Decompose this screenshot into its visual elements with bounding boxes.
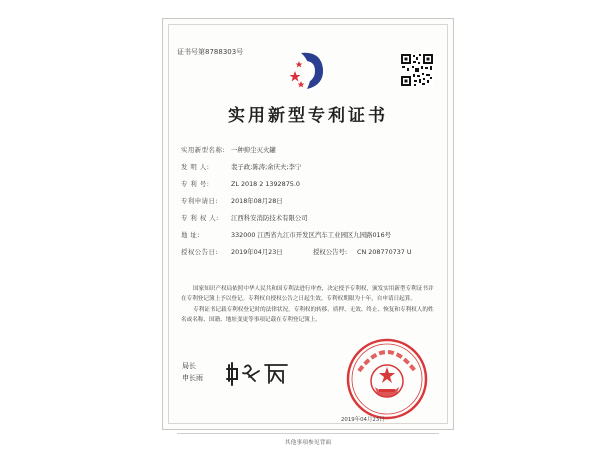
field-label: 授权公告日:: [181, 248, 219, 256]
certificate-page: [162, 18, 454, 446]
footer-divider: [177, 433, 439, 434]
cnipa-logo-icon: [287, 47, 331, 95]
certificate-body: [181, 284, 439, 326]
field-value: 一种抑尘灭火罐: [231, 146, 276, 154]
field-row-name: [181, 141, 443, 158]
signature-role: 局长: [182, 362, 196, 370]
field-label: 授权公告号:: [313, 248, 348, 256]
official-seal: [345, 337, 429, 421]
field-value: CN 208770737 U: [357, 247, 412, 256]
certificate-title: 实用新型专利证书: [228, 106, 388, 126]
field-label: 地 址:: [181, 231, 200, 239]
field-value: 2018年08月28日: [231, 197, 283, 205]
footer-note: 其他事项参见背面: [284, 440, 332, 446]
field-value: 332000 江西省九江市开发区汽车工业园区九园路016号: [231, 231, 392, 239]
field-value: 2019年04月23日: [231, 248, 283, 256]
field-row-filing-date: [181, 192, 443, 209]
field-value: 江西科安消防技术有限公司: [231, 214, 308, 222]
body-paragraph: 专利证书记载专利权登记时的法律状况。专利权的转移、质押、无效、终止、恢复和专利权人的姓名或名称、国籍、地址变更等事项记载在专利登记簿上。: [181, 307, 434, 323]
qr-code-icon: [400, 53, 434, 87]
seal-date: 2019年04月23日: [341, 417, 385, 423]
field-label: 实用新型名称:: [181, 146, 225, 154]
field-row-patentee: [181, 209, 443, 226]
handwritten-signature: [225, 359, 295, 387]
field-value: 裴子政;陈涛;余庆夫;李宁: [231, 163, 302, 171]
certificate-number: 证书号第8788303号: [177, 48, 244, 56]
field-label: 发 明 人:: [181, 163, 210, 171]
field-label: 专 利 号:: [181, 180, 210, 188]
field-label: 专利申请日:: [181, 197, 219, 205]
field-row-inventor: [181, 158, 443, 175]
field-row-patent-number: [181, 175, 443, 192]
certificate-fields: [181, 141, 443, 260]
field-label: 专 利 权 人:: [181, 214, 219, 222]
body-paragraph: 国家知识产权局依照中华人民共和国专利法进行审查，决定授予专利权，颁发实用新型专利证书并在专利登记簿上予以登记。专利权自授权公告之日起生效。专利权期限为十年，自申请日起算。: [181, 286, 434, 302]
field-row-address: [181, 226, 443, 243]
field-value: ZL 2018 2 1392875.0: [231, 179, 300, 188]
signature-name: 申长雨: [182, 374, 203, 382]
field-row-grant: [181, 243, 443, 260]
